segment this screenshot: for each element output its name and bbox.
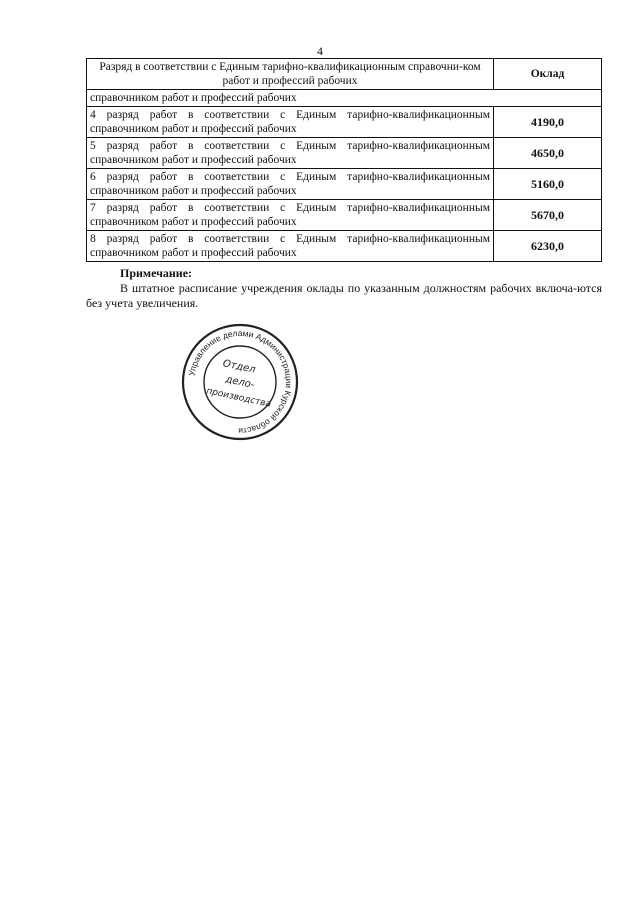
table-row bbox=[87, 169, 602, 200]
office-stamp bbox=[180, 322, 300, 442]
header-grade-description: Разряд в соответствии с Единым тарифно-квалификационным справочни-ком работ и профессий рабочих bbox=[87, 59, 494, 90]
note-block bbox=[86, 266, 602, 311]
note-title: Примечание: bbox=[120, 266, 193, 280]
stamp-inner-line-3: производства bbox=[205, 386, 272, 410]
table-row bbox=[87, 138, 602, 169]
stamp-inner-line-2: дело- bbox=[224, 374, 256, 391]
grade-description: 5 разряд работ в соответствии с Единым тарифно-квалификационным справочником работ и профессий рабочих bbox=[87, 138, 494, 169]
table-header-row bbox=[87, 59, 602, 90]
grade-description: 8 разряд работ в соответствии с Единым тарифно-квалификационным справочником работ и профессий рабочих bbox=[87, 231, 494, 262]
salary-value: 4650,0 bbox=[494, 138, 602, 169]
grade-description: 4 разряд работ в соответствии с Единым тарифно-квалификационным справочником работ и профессий рабочих bbox=[87, 107, 494, 138]
stamp-outer-text: Управление делами Администрации Курской области bbox=[186, 327, 295, 437]
table-row-carry bbox=[87, 90, 602, 107]
grade-description: 6 разряд работ в соответствии с Единым тарифно-квалификационным справочником работ и профессий рабочих bbox=[87, 169, 494, 200]
header-salary: Оклад bbox=[494, 59, 602, 90]
carry-row-text: справочником работ и профессий рабочих bbox=[87, 90, 602, 107]
salary-value: 4190,0 bbox=[494, 107, 602, 138]
salary-value: 5670,0 bbox=[494, 200, 602, 231]
table-row bbox=[87, 200, 602, 231]
page-number: 4 bbox=[317, 44, 323, 58]
salary-value: 6230,0 bbox=[494, 231, 602, 262]
table-row bbox=[87, 231, 602, 262]
salary-value: 5160,0 bbox=[494, 169, 602, 200]
stamp-icon bbox=[180, 322, 300, 442]
stamp-inner-line-1: Отдел bbox=[221, 358, 257, 376]
table-row bbox=[87, 107, 602, 138]
salary-table bbox=[86, 58, 602, 262]
note-text: В штатное расписание учреждения оклады по указанным должностям рабочих включа-ются без учета увеличения. bbox=[86, 281, 602, 310]
grade-description: 7 разряд работ в соответствии с Единым тарифно-квалификационным справочником работ и профессий рабочих bbox=[87, 200, 494, 231]
